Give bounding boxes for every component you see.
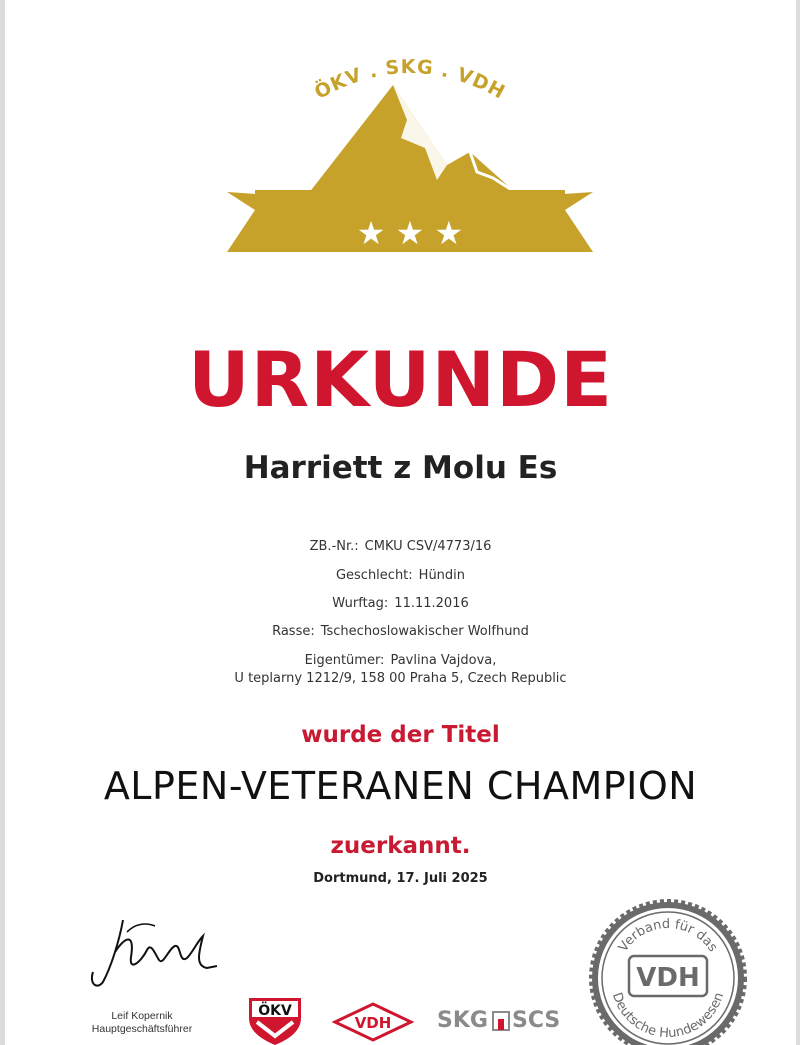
dog-name: Harriett z Molu Es bbox=[243, 450, 558, 486]
sex-value: Hündin bbox=[418, 568, 466, 583]
vdh-seal bbox=[583, 898, 753, 1045]
award-outro: zuerkannt. bbox=[330, 833, 471, 859]
okv-skg-vdh-emblem bbox=[215, 40, 605, 260]
scs-text: SCS bbox=[512, 1008, 561, 1033]
certificate-page bbox=[5, 0, 796, 1045]
owner-name: Pavlina Vajdova, bbox=[390, 653, 497, 668]
sex-label: Geschlecht: bbox=[335, 568, 413, 583]
sex-row bbox=[5, 568, 796, 583]
emblem-arc-text: ÖKV . SKG . VDH bbox=[310, 55, 510, 104]
house-icon bbox=[492, 1011, 510, 1031]
birth-value: 11.11.2016 bbox=[394, 596, 469, 611]
birth-date-row bbox=[5, 596, 796, 611]
svg-text:ÖKV . SKG . VDH bbox=[310, 56, 509, 104]
zb-label: ZB.-Nr.: bbox=[309, 539, 359, 554]
skg-scs-logo bbox=[437, 1008, 559, 1038]
zb-value: CMKU CSV/4773/16 bbox=[364, 539, 492, 554]
skg-text: SKG bbox=[437, 1008, 488, 1033]
svg-text:VDH: VDH bbox=[354, 1014, 392, 1032]
breed-row bbox=[5, 624, 796, 639]
okv-logo bbox=[247, 996, 303, 1045]
vdh-logo bbox=[331, 1002, 415, 1042]
award-title: ALPEN-VETERANEN CHAMPION bbox=[103, 764, 698, 808]
signatory-role: Hauptgeschäftsführer bbox=[91, 1023, 193, 1035]
registration-number-row bbox=[5, 539, 796, 554]
svg-text:ÖKV: ÖKV bbox=[258, 1003, 292, 1019]
place-and-date: Dortmund, 17. Juli 2025 bbox=[313, 871, 488, 886]
seal-center-text: VDH bbox=[636, 963, 700, 993]
breed-value: Tschechoslowakischer Wolfhund bbox=[320, 624, 529, 639]
breed-label: Rasse: bbox=[272, 624, 315, 639]
signature-icon bbox=[85, 912, 225, 997]
owner-label: Eigentümer: bbox=[304, 653, 385, 668]
seal-top-text: Verband für das bbox=[615, 916, 721, 955]
seal-bottom-text: Deutsche Hundewesen bbox=[608, 990, 728, 1042]
owner-address: U teplarny 1212/9, 158 00 Praha 5, Czech Republic bbox=[234, 671, 567, 686]
award-intro: wurde der Titel bbox=[301, 722, 500, 748]
signatory-name: Leif Kopernik bbox=[111, 1010, 173, 1022]
stars-icon: ★ ★ ★ bbox=[356, 214, 464, 252]
owner-row bbox=[5, 653, 796, 668]
birth-label: Wurftag: bbox=[332, 596, 389, 611]
certificate-title: URKUNDE bbox=[187, 335, 614, 424]
